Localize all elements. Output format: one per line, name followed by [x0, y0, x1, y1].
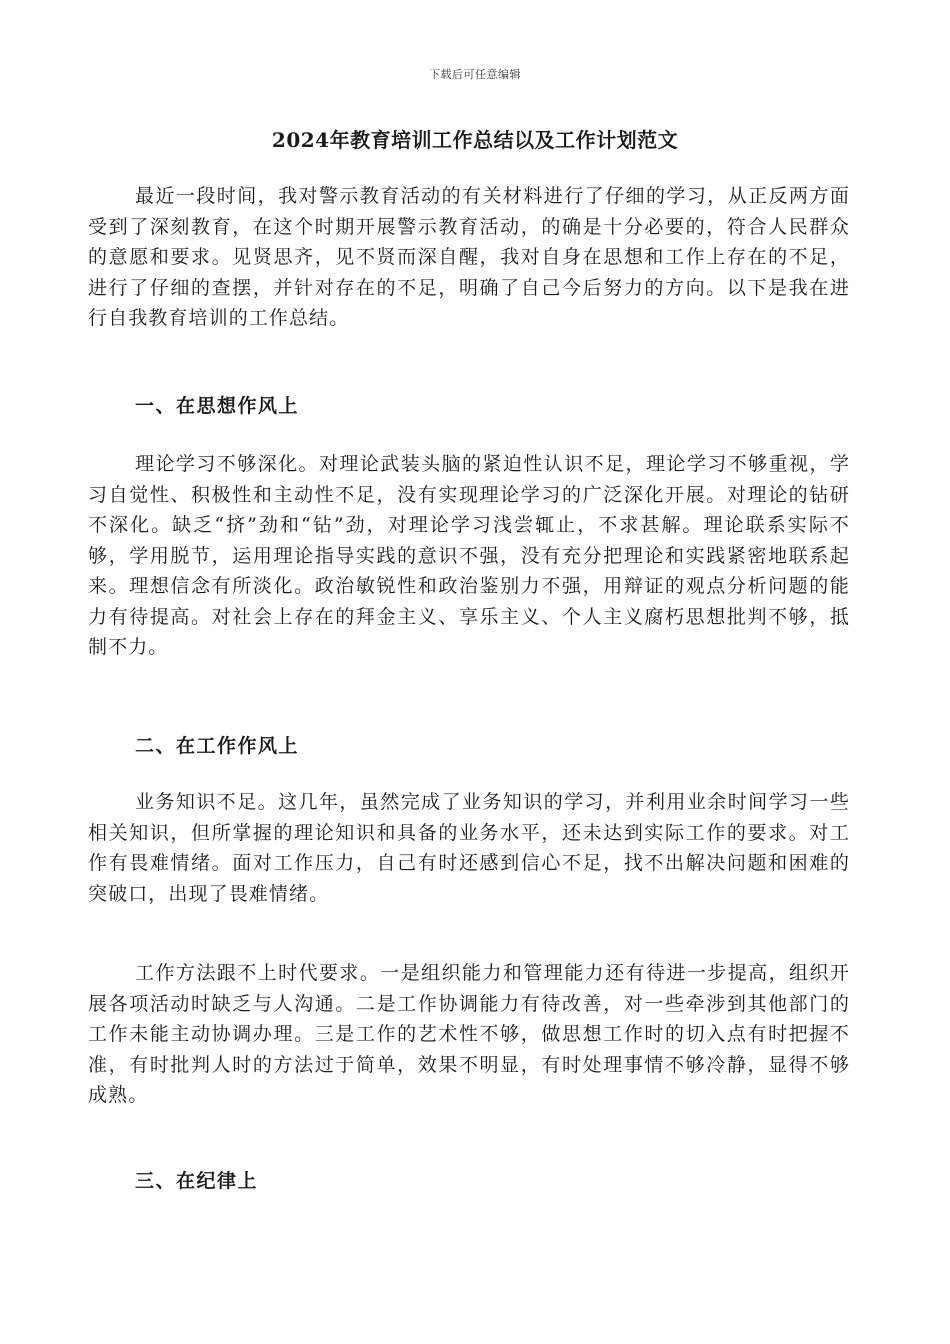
section-1-paragraph-1: 理论学习不够深化。对理论武装头脑的紧迫性认识不足，理论学习不够重视，学习自觉性、积极性和主动性不足，没有实现理论学习的广泛深化开展。对理论的钻研不深化。缺乏“挤”劲和“钻”劲，对理论学习浅尝辄止，不求甚解。理论联系实际不够，学用脱节，运用理论指导实践的意识不强，没有充分把理论和实践紧密地联系起来。理想信念有所淡化。政治敏锐性和政治鉴别力不强，用辩证的观点分析问题的能力有待提高。对社会上存在的拜金主义、享乐主义、个人主义腐朽思想批判不够，抵制不力。 [88, 453, 850, 658]
section-2-paragraph-1: 业务知识不足。这几年，虽然完成了业务知识的学习，并利用业余时间学习一些相关知识，但所掌握的理论知识和具备的业务水平，还未达到实际工作的要求。对工作有畏难情绪。面对工作压力，自己有时还感到信心不足，找不出解决问题和困难的突破口，出现了畏难情绪。 [88, 791, 850, 905]
section-heading-1: 一、在思想作风上 [135, 395, 300, 417]
section-heading-2: 二、在工作作风上 [135, 735, 300, 757]
section-heading-3: 三、在纪律上 [135, 1170, 259, 1192]
document-title: 2024年教育培训工作总结以及工作计划范文 [271, 128, 679, 152]
section-2-paragraph-2: 工作方法跟不上时代要求。一是组织能力和管理能力还有待进一步提高，组织开展各项活动时缺乏与人沟通。二是工作协调能力有待改善，对一些牵涉到其他部门的工作未能主动协调办理。三是工作的艺术性不够，做思想工作时的切入点有时把握不准，有时批判人时的方法过于简单，效果不明显，有时处理事情不够冷静，显得不够成熟。 [88, 962, 850, 1106]
intro-paragraph: 最近一段时间，我对警示教育活动的有关材料进行了仔细的学习，从正反两方面受到了深刻教育，在这个时期开展警示教育活动，的确是十分必要的，符合人民群众的意愿和要求。见贤思齐，见不贤而深自醒，我对自身在思想和工作上存在的不足，进行了仔细的查摆，并针对存在的不足，明确了自己今后努力的方向。以下是我在进行自我教育培训的工作总结。 [88, 185, 850, 329]
header-note: 下载后可任意编辑 [429, 68, 521, 81]
